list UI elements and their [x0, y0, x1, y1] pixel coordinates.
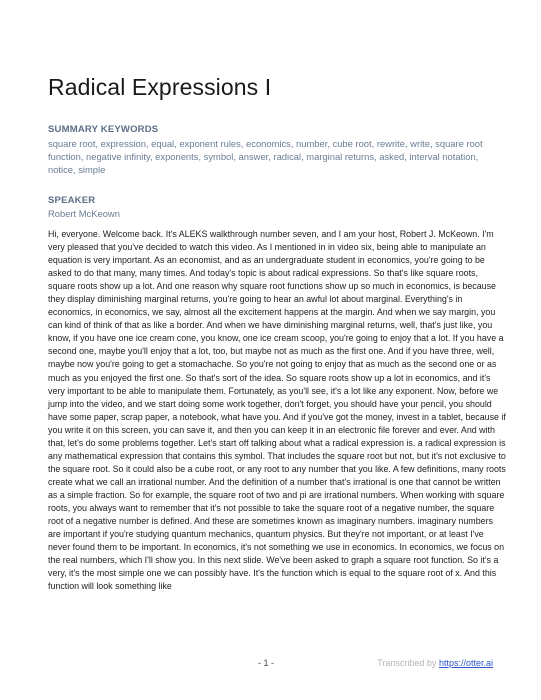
credit-label: Transcribed by	[377, 658, 437, 668]
page-number: - 1 -	[258, 658, 275, 668]
speaker-name: Robert McKeown	[48, 208, 120, 219]
speaker-heading: SPEAKER	[48, 195, 96, 206]
otter-link[interactable]: https://otter.ai	[438, 658, 493, 668]
document-title: Radical Expressions I	[48, 74, 272, 100]
transcription-credit	[377, 658, 493, 668]
transcript-paragraph: Hi, everyone. Welcome back. It's ALEKS walkthrough number seven, and I am your host, Robert J. McKeown. I'm very pleased that you've decided to watch this video. As I mentioned in in video six, being able to manipulate an equation is very important. As an economist, and as an undergraduate student in economics, you're going to be asked to do that many, many times. And today's topic is about radical expressions. So that's like square roots, square roots show up a lot. And one reason why square root functions show up so much in economics, is because they display diminishing marginal returns, you're going to hear an awful lot about marginal. Everything's in economics, in economics, we say, almost all the excitement happens at the margin. And when we say margin, you can kind of think of that as like a border. And when we have diminishing marginal returns, well, that's just like, you know, if you have one ice cream cone, you know, one ice cream scoop, you're going to enjoy that a lot. If you have a second one, maybe you'll enjoy that a lot, too, but maybe not as much as the first one. And if you have three, well, maybe now you're going to get a stomachache. So you're not going to enjoy that as much as the second one or as much as you enjoyed the first one. So that's sort of the idea. So square roots show up a lot in economics, and it's very important to be able to manipulate them. Fortunately, as you'll see, it's a lot like any exponent. Now, before we jump into the video, and we start doing some work together, don't forget, you should have your pencil, you should have some paper, scrap paper, a notebook, what have you. And if you've got the money, invest in a tablet, because if you write it on this screen, you can save it, and then you can keep it in an electronic file forever and ever. And with that, let's do some problems together. Let's start off talking about what a radical expression is. a radical expression is any mathematical expression that contains this symbol. That includes the square root but not, but it's not exclusive to the square root. So it could also be a cube root, or any root to any number that you like. A few definitions, many roots create what we call an irrational number. And the definition of a number that's irrational is one that cannot be written as a simple fraction. So for example, the square root of two and pi are irrational numbers. When working with square roots, you always want to remember that it's not possible to take the square root of a negative number, the square root of a negative number is defined. And these are sometimes known as imaginary numbers. imaginary numbers are important if you're studying quantum mechanics, quantum physics. But they're not important, or at least I've never found them to be important. In economics, it's not something we use in economics. In economics, we focus on the real numbers, which I'll show you. In this next slide. We've been asked to graph a square root function. So it's a very, it's the most simple one we can possibly have. It's the function which is equal to the square root of x. And this function will look something like	[48, 229, 506, 592]
summary-keywords-heading: SUMMARY KEYWORDS	[48, 124, 159, 135]
summary-keywords-text: square root, expression, equal, exponent rules, economics, number, cube root, rewrite, write, square root function, negative infinity, exponents, symbol, answer, radical, marginal returns, asked, interval notation, notice, simple	[48, 138, 483, 175]
